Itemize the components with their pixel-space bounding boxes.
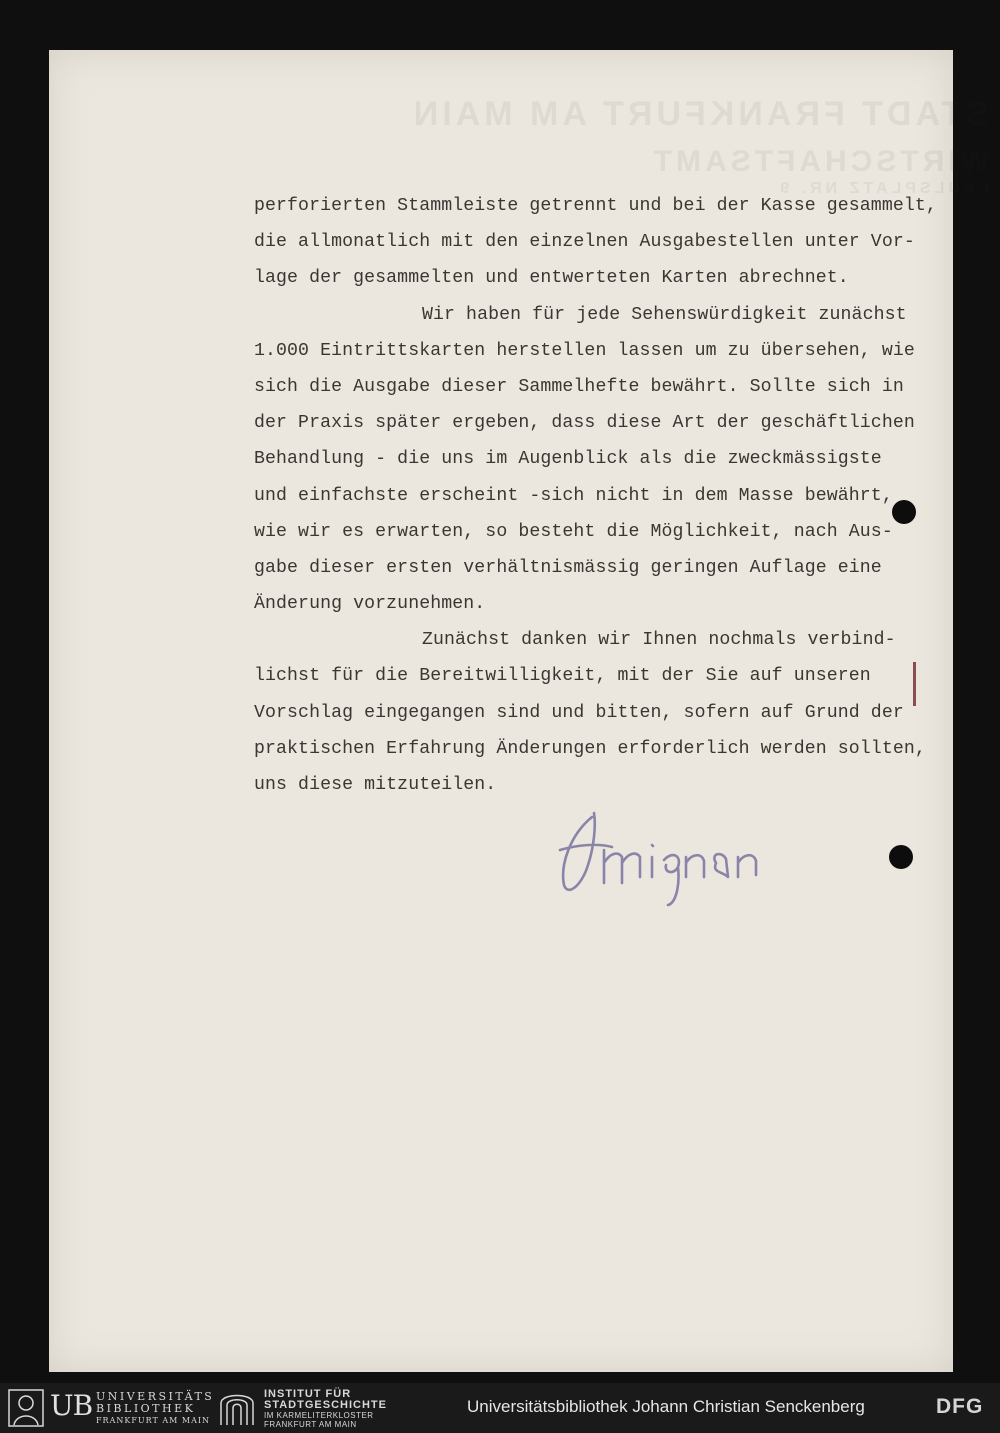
isg-name [264, 1389, 387, 1429]
signature-text: Lingnau [552, 909, 556, 910]
text-line: perforierten Stammleiste getrennt und bei der Kasse gesammelt, [254, 196, 937, 216]
library-title: Universitätsbibliothek Johann Christian Senckenberg [467, 1397, 865, 1416]
punch-hole [889, 845, 913, 869]
text-line: lichst für die Bereitwilligkeit, mit der Sie auf unseren [254, 666, 871, 687]
bleed-through-office: WIRTSCHAFTSAMT [649, 145, 989, 178]
margin-mark [913, 662, 916, 706]
text-line: lage der gesammelten und entwerteten Karten abrechnet. [254, 268, 849, 289]
text-line: praktischen Erfahrung Änderungen erforderlich werden sollten, [254, 738, 926, 759]
text-line: Änderung vorzunehmen. [254, 594, 486, 615]
isg-line-4: FRANKFURT AM MAIN [264, 1420, 357, 1429]
ub-logo-text: UB [50, 1389, 93, 1422]
text-line: die allmonatlich mit den einzelnen Ausgabestellen unter Vor- [254, 232, 915, 253]
text-line: Vorschlag eingegangen sind und bitten, sofern auf Grund der [254, 702, 904, 723]
dfg-logo: DFG [936, 1395, 984, 1418]
handwritten-signature [552, 805, 812, 910]
text-line: uns diese mitzuteilen. [254, 775, 497, 795]
text-line: Zunächst danken wir Ihnen nochmals verbind- [422, 630, 896, 651]
paragraph-2 [254, 297, 954, 623]
text-line: 1.000 Eintrittskarten herstellen lassen um zu übersehen, wie [254, 340, 915, 361]
isg-line-1: INSTITUT FÜR [264, 1388, 352, 1400]
ub-portrait-icon [8, 1389, 44, 1427]
ub-line-1: UNIVERSITÄTS [96, 1390, 215, 1403]
text-line: Behandlung - die uns im Augenblick als die zweckmässigste [254, 449, 882, 470]
bleed-through-heading: STADT FRANKFURT AM MAIN [409, 95, 989, 133]
ub-line-2: BIBLIOTHEK [96, 1402, 196, 1415]
bleed-through-address: PAULSPLATZ NR. 9 [776, 180, 989, 197]
ub-name [96, 1391, 214, 1427]
isg-line-3: IM KARMELITERKLOSTER [264, 1411, 374, 1420]
text-line: Wir haben für jede Sehenswürdigkeit zunächst [422, 304, 907, 325]
paragraph-1 [254, 188, 954, 297]
text-line: gabe dieser ersten verhältnismässig geringen Auflage eine [254, 557, 882, 578]
footer-bar [0, 1383, 1000, 1433]
isg-line-2: STADTGESCHICHTE [264, 1399, 387, 1411]
paragraph-3 [254, 622, 954, 803]
punch-hole [892, 500, 916, 524]
text-line: der Praxis später ergeben, dass diese Art der geschäftlichen [254, 413, 915, 434]
text-line: und einfachste erscheint -sich nicht in dem Masse bewährt, [254, 485, 893, 506]
isg-arches-icon [218, 1389, 256, 1427]
text-line: wie wir es erwarten, so besteht die Möglichkeit, nach Aus- [254, 521, 893, 542]
text-line: sich die Ausgabe dieser Sammelhefte bewährt. Sollte sich in [254, 376, 904, 397]
letter-body [254, 188, 954, 803]
ub-line-3: FRANKFURT AM MAIN [96, 1416, 211, 1425]
